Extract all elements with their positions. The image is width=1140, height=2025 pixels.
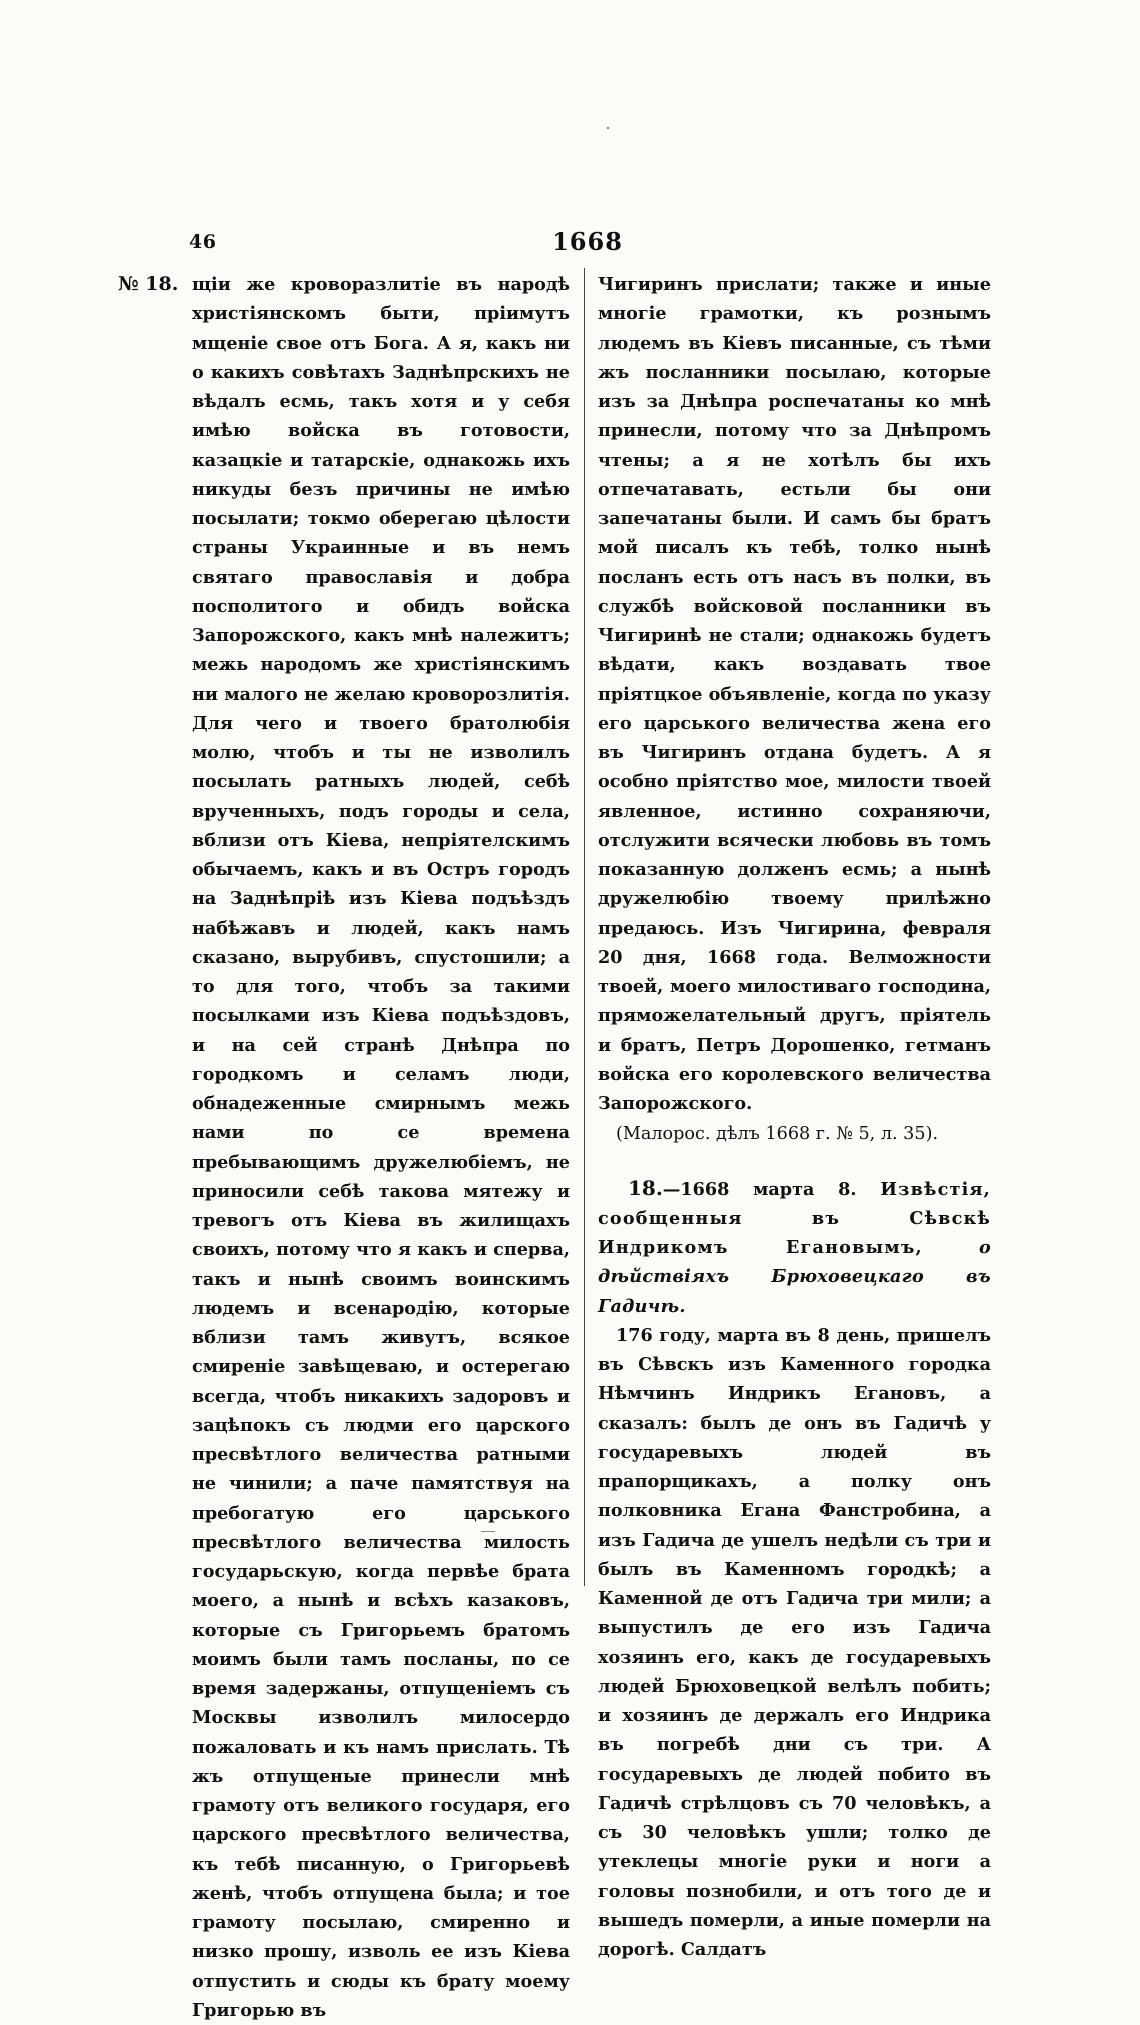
left-column-text: щіи же кроворазлитіе въ народѣ христіянскомъ быти, пріимутъ мщеніе свое отъ Бога. А я, какъ ни о какихъ совѣтахъ Заднѣпрскихъ не вѣдалъ есмь, такъ хотя и у себя имѣю войска въ готовости, казацкіе и татарскіе, однакожь ихъ никуды безъ причины не имѣю посылати; токмо оберегаю цѣлости страны Украинные и въ немъ святаго православія и добра посполитого и обидъ войска Запорожского, какъ мнѣ належитъ; межь народомъ же христіянскимъ ни малого не желаю кроворозлитія. Для чего и твоего братолюбія молю, чтобъ и ты не изволилъ посылать ратныхъ людей, себѣ врученныхъ, подъ городы и села, вблизи отъ Кіева, непріятелскимъ обычаемъ, какъ и въ Остръ городъ на Заднѣпріѣ изъ Кіева подъѣздъ набѣжавъ и людей, какъ намъ сказано, вырубивъ, спустошили; а то для того, чтобъ за такими посылками изъ Кіева подъѣздовъ, и на сей странѣ Днѣпра по городкомъ и селамъ люди, обнадеженные смирнымъ межь нами по се времена пребывающимъ дружелюбіемъ, не приносили себѣ такова мятежу и тревогъ отъ Кіева въ жилищахъ своихъ, потому что я какъ и сперва, такъ и нынѣ своимъ воинскимъ людемъ и всенародію, которые вблизи тамъ живутъ, всякое смиреніе завѣщеваю, и остерегаю всегда, чтобъ никакихъ задоровъ и зацѣпокъ съ людми его царского пресвѣтлого величества ратными не чинили; а паче памятствуя на пребогатую его царського пресвѣтлого величества милость государьскую, когда первѣе брата моего, а нынѣ и всѣхъ казаковъ, которые съ Григорьемъ братомъ моимъ были тамъ посланы, по се время задержаны, отпущеніемъ съ Москвы изволилъ милосердо пожаловать и къ намъ прислать. Тѣ жъ отпущеные принесли мнѣ грамоту отъ великого государя, его царского пресвѣтлого величества, къ тебѣ писанную, о Григорьевѣ женѣ, чтобъ отпущена была; и тое грамоту посылаю, смиренно и низко прошу, изволь ее изъ Кіева отпустить и сюды къ брату моему Григорью въ — [192, 274, 570, 2021]
heading-date: —1668 марта 8. — [662, 1178, 857, 1200]
document-body-paragraph: 176 году, марта въ 8 день, пришелъ въ Сѣвскъ изъ Каменного городка Нѣмчинъ Индрикъ Егановъ, а сказалъ: былъ де онъ въ Гадичѣ у государевыхъ людей въ прапорщикахъ, а полку онъ полковника Егана Фанстробина, а изъ Гадича де ушелъ недѣли съ три и былъ въ Каменномъ городкѣ; а Каменной де отъ Гадича три мили; а выпустилъ де его изъ Гадича хозяинъ его, какъ де государевыхъ людей Брюховецкой велѣлъ побить; и хозяинъ де держалъ его Индрика въ погребѣ дни съ три. А государевыхъ де людей побито въ Гадичѣ стрѣлцовъ съ 70 человѣкъ, а съ 30 человѣкъ ушли; толко де утеклецы многіе руки и ноги а головы познобили, и отъ того де и вышедъ померли, а иные померли на дорогѣ. Салдатъ — [598, 1324, 991, 1960]
paper-speck — [607, 127, 609, 129]
left-column — [192, 270, 570, 2025]
right-column — [598, 270, 991, 1964]
letter-ending-paragraph: Чигиринъ прислати; также и иные многіе грамотки, къ рознымъ людемъ въ Кіевъ писанные, съ тѣми жъ посланники посылаю, которые изъ за Днѣпра роспечатаны ко мнѣ принесли, потому что за Днѣпромъ чтены; а я не хотѣлъ бы ихъ отпечатавать, естьли бы они запечатаны были. И самъ бы братъ мой писалъ къ тебѣ, толко нынѣ посланъ есть отъ насъ въ полки, въ службѣ войсковой посланники въ Чигиринѣ не стали; однакожь будетъ вѣдати, какъ воздавать твое пріятцкое объявленіе, когда по указу его царського величества жена его въ Чигиринъ отдана будетъ. А я особно пріятство мое, милости твоей явленное, истинно сохраняючи, отслужити всячески любовь въ томъ показанную долженъ есмь; а нынѣ дружелюбію твоему прилѣжно предаюсь. Изъ Чигирина, февраля 20 дня, 1668 года. Велможности твоей, моего милостиваго господина, пряможелательный другъ, пріятель и братъ, Петръ Дорошенко, гетманъ войска его королевского величества Запорожского. — [598, 274, 991, 1114]
document-number-margin: № 18. — [118, 273, 179, 295]
heading-title: Извѣстія, сообщенныя въ Сѣвскѣ Индрикомъ Егановымъ, — [598, 1178, 991, 1258]
document-heading — [598, 1174, 991, 1321]
running-head-year: 1668 — [552, 227, 623, 256]
page-number: 46 — [189, 231, 217, 253]
column-divider — [584, 268, 585, 1586]
heading-subtitle: о дѣйствіяхъ Брюховецкаго въ Гадичѣ. — [598, 1237, 991, 1317]
paper-mark — [481, 1531, 495, 1532]
heading-number: 18. — [628, 1175, 663, 1200]
archive-source-note: (Малорос. дѣлъ 1668 г. № 5, л. 35). — [616, 1124, 939, 1145]
